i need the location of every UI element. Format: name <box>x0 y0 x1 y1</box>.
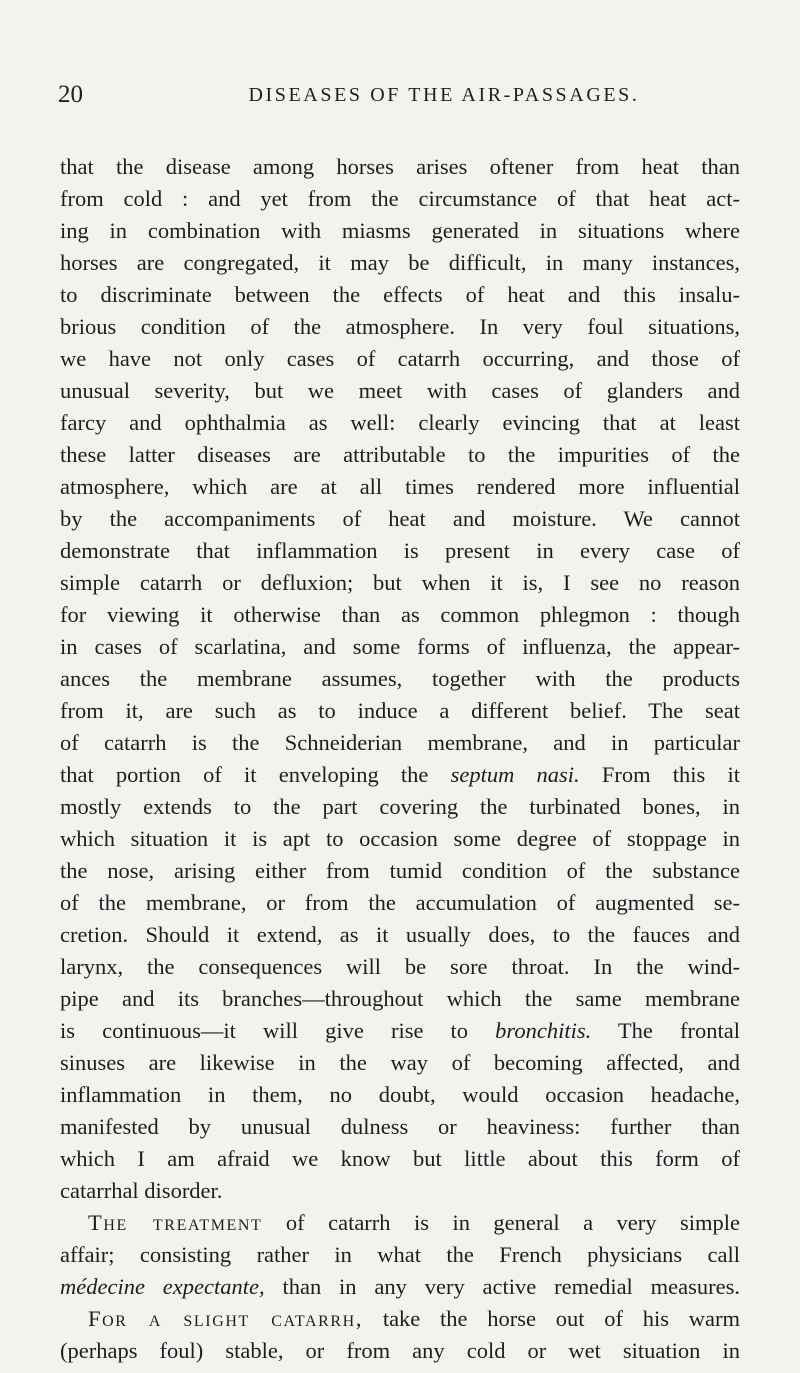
text-line: pipe and its branches—throughout which the same membrane <box>60 986 740 1011</box>
body-text <box>60 151 740 1367</box>
text-line: for viewing it otherwise than as common phlegmon : though <box>60 602 740 627</box>
running-head <box>58 78 748 112</box>
text-line <box>60 759 740 791</box>
text-line: of the membrane, or from the accumulation of augmented se- <box>60 890 740 915</box>
text-line: these latter diseases are attributable to the impurities of the <box>60 442 740 467</box>
text-line: demonstrate that inflammation is present in every case of <box>60 538 740 563</box>
text-run: take the horse out of his warm <box>363 1306 740 1331</box>
text-line: horses are congregated, it may be difficult, in many instances, <box>60 250 740 275</box>
text-line: larynx, the consequences will be sore throat. In the wind- <box>60 954 740 979</box>
text-line <box>60 1207 740 1239</box>
text-run: of catarrh is in general a very simple <box>262 1210 740 1235</box>
text-line: ances the membrane assumes, together with the products <box>60 666 740 691</box>
text-line: manifested by unusual dulness or heaviness: further than <box>60 1114 740 1139</box>
text-run: than in any very active remedial measures. <box>264 1274 740 1299</box>
text-line: brious condition of the atmosphere. In very foul situations, <box>60 314 740 339</box>
text-run: The frontal <box>591 1018 740 1043</box>
text-line: in cases of scarlatina, and some forms of influenza, the appear- <box>60 634 740 659</box>
text-run: is continuous—it will give rise to <box>60 1018 496 1043</box>
text-line: ing in combination with miasms generated in situations where <box>60 218 740 243</box>
italic-term: médecine expectante, <box>60 1274 265 1299</box>
text-line <box>60 1303 740 1335</box>
text-line: which I am afraid we know but little about this form of <box>60 1146 740 1171</box>
text-run: that portion of it enveloping the <box>60 762 451 787</box>
text-line: of catarrh is the Schneiderian membrane, and in particular <box>60 730 740 755</box>
text-line: affair; consisting rather in what the French physicians call <box>60 1242 740 1267</box>
text-line: atmosphere, which are at all times rendered more influential <box>60 474 740 499</box>
text-line: farcy and ophthalmia as well: clearly evincing that at least <box>60 410 740 435</box>
text-line: by the accompaniments of heat and moisture. We cannot <box>60 506 740 531</box>
text-line: catarrhal disorder. <box>60 1178 223 1203</box>
text-line: from cold : and yet from the circumstance of that heat act- <box>60 186 740 211</box>
text-line: simple catarrh or defluxion; but when it is, I see no reason <box>60 570 740 595</box>
section-lead: The treatment <box>88 1210 263 1235</box>
text-line <box>60 1271 740 1303</box>
text-line <box>60 1015 740 1047</box>
text-line: that the disease among horses arises oftener from heat than <box>60 154 740 179</box>
text-line: sinuses are likewise in the way of becoming affected, and <box>60 1050 740 1075</box>
section-lead: For a slight catarrh, <box>88 1306 364 1331</box>
text-line: mostly extends to the part covering the turbinated bones, in <box>60 794 740 819</box>
running-title: DISEASES OF THE AIR-PASSAGES. <box>248 84 640 106</box>
text-run: From this it <box>579 762 740 787</box>
text-line: to discriminate between the effects of heat and this insalu- <box>60 282 740 307</box>
text-line: the nose, arising either from tumid condition of the substance <box>60 858 740 883</box>
italic-term: bronchitis. <box>495 1018 592 1043</box>
text-line: cretion. Should it extend, as it usually does, to the fauces and <box>60 922 740 947</box>
text-line: inflammation in them, no doubt, would occasion headache, <box>60 1082 740 1107</box>
text-line: we have not only cases of catarrh occurring, and those of <box>60 346 740 371</box>
text-line: (perhaps foul) stable, or from any cold or wet situation in <box>60 1338 740 1363</box>
page-number: 20 <box>58 81 83 108</box>
text-line: from it, are such as to induce a different belief. The seat <box>60 698 740 723</box>
text-line: unusual severity, but we meet with cases of glanders and <box>60 378 740 403</box>
italic-term: septum nasi. <box>450 762 580 787</box>
text-line: which situation it is apt to occasion some degree of stoppage in <box>60 826 740 851</box>
